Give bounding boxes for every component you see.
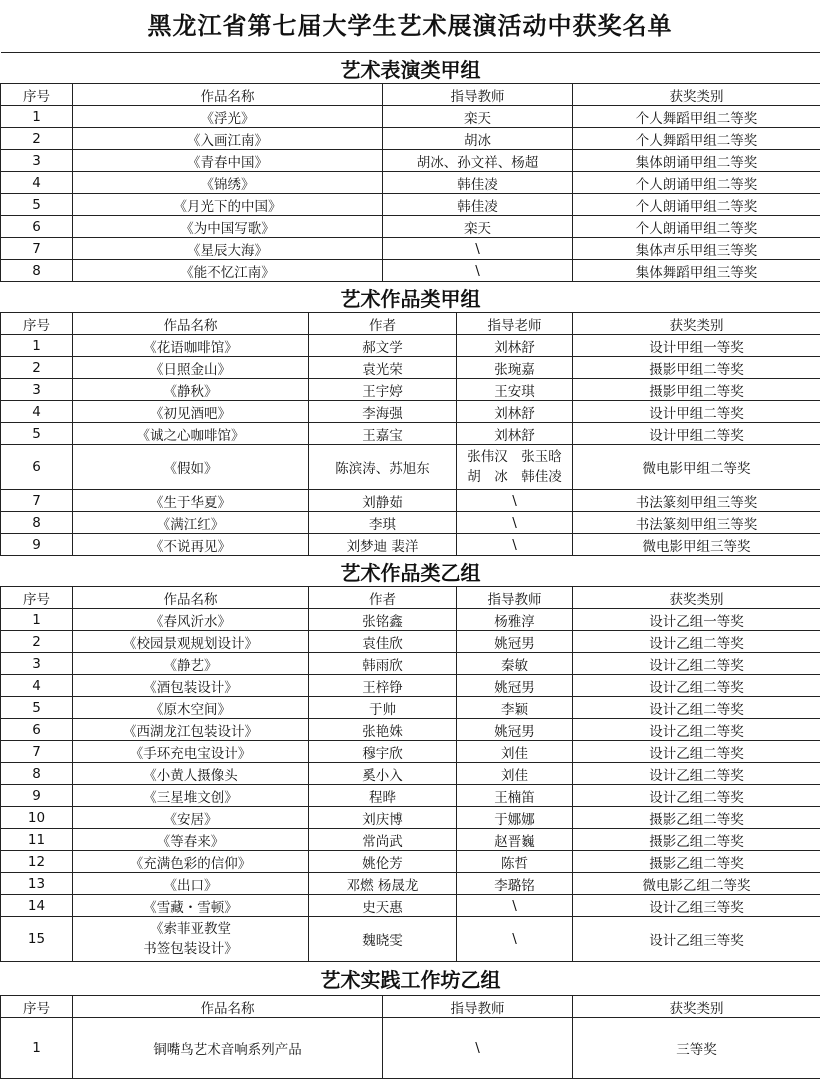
table-header-row	[1, 996, 820, 1018]
col-work-name-cell: 《青春中国》	[73, 150, 383, 172]
col-teacher-cell: 于娜娜	[457, 807, 573, 829]
col-teacher-cell: 陈哲	[457, 851, 573, 873]
col-award-cell: 设计乙组二等奖	[573, 653, 820, 675]
col-teacher-cell: 刘佳	[457, 763, 573, 785]
col-author-cell: 姚伦芳	[309, 851, 457, 873]
table-row	[1, 534, 820, 556]
table-row	[1, 873, 820, 895]
col-award-cell: 书法篆刻甲组三等奖	[573, 490, 820, 512]
col-author-cell: 常尚武	[309, 829, 457, 851]
table-row	[1, 216, 820, 238]
col-award-cell: 设计甲组一等奖	[573, 335, 820, 357]
col-work-name-cell: 《星辰大海》	[73, 238, 383, 260]
col-work-name-cell: 《索菲亚教堂 书签包装设计》	[73, 917, 309, 962]
col-index-cell: 8	[1, 763, 73, 785]
col-teacher-cell: \	[457, 895, 573, 917]
col-author-cell: 袁光荣	[309, 357, 457, 379]
col-award-cell: 个人舞蹈甲组二等奖	[573, 128, 820, 150]
col-index-cell: 5	[1, 697, 73, 719]
col-award-cell: 微电影甲组二等奖	[573, 445, 820, 490]
col-author-cell: 李琪	[309, 512, 457, 534]
table-row	[1, 807, 820, 829]
col-teacher-cell: 王楠笛	[457, 785, 573, 807]
col-teacher-cell: \	[383, 238, 573, 260]
col-work-name-cell: 《等春来》	[73, 829, 309, 851]
section-title: 艺术作品类甲组	[1, 282, 820, 313]
table-row	[1, 423, 820, 445]
col-teacher-cell: 杨雅淳	[457, 609, 573, 631]
col-index-cell: 4	[1, 675, 73, 697]
col-teacher-cell: 张伟汉 张玉晗 胡 冰 韩佳凌	[457, 445, 573, 490]
col-work-name-header: 作品名称	[73, 996, 383, 1018]
col-award-cell: 个人朗诵甲组二等奖	[573, 194, 820, 216]
table-row	[1, 379, 820, 401]
table-row	[1, 653, 820, 675]
award-table	[0, 52, 820, 1079]
col-work-name-cell: 《能不忆江南》	[73, 260, 383, 282]
col-teacher-cell: 胡冰、孙文祥、杨超	[383, 150, 573, 172]
col-index-cell: 3	[1, 379, 73, 401]
table-row	[1, 675, 820, 697]
col-index-cell: 13	[1, 873, 73, 895]
col-author-cell: 刘庆博	[309, 807, 457, 829]
table-row	[1, 172, 820, 194]
col-teacher-cell: 姚冠男	[457, 631, 573, 653]
table-row	[1, 512, 820, 534]
col-author-cell: 穆宇欣	[309, 741, 457, 763]
table-row	[1, 260, 820, 282]
col-award-cell: 设计乙组二等奖	[573, 719, 820, 741]
col-award-cell: 设计乙组三等奖	[573, 895, 820, 917]
col-teacher-cell: 张琬嘉	[457, 357, 573, 379]
section-title-row	[1, 53, 820, 84]
col-teacher-cell: 栾天	[383, 216, 573, 238]
table-header-row	[1, 313, 820, 335]
table-row	[1, 851, 820, 873]
col-index-cell: 11	[1, 829, 73, 851]
col-work-name-cell: 《入画江南》	[73, 128, 383, 150]
section-title-row	[1, 962, 820, 996]
table-row	[1, 490, 820, 512]
col-index-header: 序号	[1, 313, 73, 335]
col-teacher-header: 指导老师	[457, 313, 573, 335]
col-index-cell: 7	[1, 490, 73, 512]
col-teacher-cell: 刘林舒	[457, 401, 573, 423]
col-index-header: 序号	[1, 996, 73, 1018]
col-award-header: 获奖类别	[573, 84, 820, 106]
table-row	[1, 785, 820, 807]
col-award-cell: 微电影甲组三等奖	[573, 534, 820, 556]
col-index-cell: 6	[1, 719, 73, 741]
col-index-cell: 3	[1, 653, 73, 675]
col-index-header: 序号	[1, 84, 73, 106]
table-row	[1, 609, 820, 631]
table-row	[1, 741, 820, 763]
col-work-name-cell: 《出口》	[73, 873, 309, 895]
table-row	[1, 763, 820, 785]
col-work-name-cell: 《原木空间》	[73, 697, 309, 719]
col-index-cell: 8	[1, 260, 73, 282]
col-index-cell: 1	[1, 609, 73, 631]
col-teacher-cell: 李颖	[457, 697, 573, 719]
col-work-name-cell: 《日照金山》	[73, 357, 309, 379]
col-author-cell: 陈滨涛、苏旭东	[309, 445, 457, 490]
col-teacher-cell: 刘林舒	[457, 423, 573, 445]
col-work-name-cell: 《三星堆文创》	[73, 785, 309, 807]
col-index-cell: 1	[1, 1018, 73, 1079]
col-work-name-cell: 《满江红》	[73, 512, 309, 534]
col-award-cell: 设计乙组二等奖	[573, 697, 820, 719]
col-index-cell: 5	[1, 423, 73, 445]
col-index-cell: 8	[1, 512, 73, 534]
col-teacher-cell: 胡冰	[383, 128, 573, 150]
col-award-cell: 设计乙组一等奖	[573, 609, 820, 631]
col-index-cell: 10	[1, 807, 73, 829]
col-index-cell: 6	[1, 445, 73, 490]
table-row	[1, 829, 820, 851]
table-row	[1, 335, 820, 357]
col-author-cell: 王梓铮	[309, 675, 457, 697]
col-award-cell: 集体朗诵甲组二等奖	[573, 150, 820, 172]
col-teacher-cell: 姚冠男	[457, 719, 573, 741]
col-index-cell: 15	[1, 917, 73, 962]
col-author-cell: 袁佳欣	[309, 631, 457, 653]
col-teacher-cell: \	[457, 534, 573, 556]
col-work-name-cell: 《静艺》	[73, 653, 309, 675]
col-work-name-cell: 《诚之心咖啡馆》	[73, 423, 309, 445]
col-index-cell: 3	[1, 150, 73, 172]
col-work-name-cell: 《生于华夏》	[73, 490, 309, 512]
col-work-name-cell: 《不说再见》	[73, 534, 309, 556]
col-teacher-cell: \	[457, 490, 573, 512]
col-work-name-cell: 《春风沂水》	[73, 609, 309, 631]
col-award-cell: 摄影甲组二等奖	[573, 357, 820, 379]
col-index-cell: 14	[1, 895, 73, 917]
document-title: 黑龙江省第七届大学生艺术展演活动中获奖名单	[0, 0, 820, 52]
col-author-cell: 奚小入	[309, 763, 457, 785]
table-row	[1, 719, 820, 741]
col-author-cell: 于帅	[309, 697, 457, 719]
col-author-cell: 李海强	[309, 401, 457, 423]
col-award-cell: 设计甲组二等奖	[573, 423, 820, 445]
col-work-name-header: 作品名称	[73, 84, 383, 106]
col-award-cell: 摄影乙组二等奖	[573, 807, 820, 829]
col-index-cell: 2	[1, 357, 73, 379]
col-teacher-cell: \	[457, 917, 573, 962]
section-title-row	[1, 556, 820, 587]
col-index-cell: 1	[1, 335, 73, 357]
col-author-cell: 刘静茹	[309, 490, 457, 512]
col-author-cell: 张艳姝	[309, 719, 457, 741]
col-work-name-cell: 《月光下的中国》	[73, 194, 383, 216]
col-award-cell: 摄影乙组二等奖	[573, 829, 820, 851]
col-index-cell: 9	[1, 785, 73, 807]
col-work-name-cell: 《为中国写歌》	[73, 216, 383, 238]
table-row	[1, 194, 820, 216]
col-award-cell: 微电影乙组二等奖	[573, 873, 820, 895]
col-author-cell: 刘梦迪 裴洋	[309, 534, 457, 556]
col-author-cell: 王宇婷	[309, 379, 457, 401]
col-award-cell: 设计甲组二等奖	[573, 401, 820, 423]
col-award-cell: 设计乙组二等奖	[573, 675, 820, 697]
col-work-name-cell: 铜嘴鸟艺术音响系列产品	[73, 1018, 383, 1079]
table-row	[1, 1018, 820, 1079]
col-teacher-cell: 刘林舒	[457, 335, 573, 357]
col-work-name-cell: 《假如》	[73, 445, 309, 490]
col-work-name-cell: 《初见酒吧》	[73, 401, 309, 423]
col-award-cell: 设计乙组三等奖	[573, 917, 820, 962]
col-award-cell: 集体舞蹈甲组三等奖	[573, 260, 820, 282]
col-author-cell: 郝文学	[309, 335, 457, 357]
col-award-cell: 摄影乙组二等奖	[573, 851, 820, 873]
section-title: 艺术实践工作坊乙组	[1, 962, 820, 996]
col-award-header: 获奖类别	[573, 313, 820, 335]
col-teacher-cell: 韩佳凌	[383, 194, 573, 216]
col-teacher-header: 指导教师	[383, 84, 573, 106]
table-header-row	[1, 84, 820, 106]
col-award-cell: 个人朗诵甲组二等奖	[573, 172, 820, 194]
table-row	[1, 917, 820, 962]
col-work-name-header: 作品名称	[73, 587, 309, 609]
col-work-name-cell: 《锦绣》	[73, 172, 383, 194]
col-index-cell: 12	[1, 851, 73, 873]
col-author-cell: 程晔	[309, 785, 457, 807]
col-award-cell: 设计乙组二等奖	[573, 763, 820, 785]
col-teacher-cell: \	[383, 260, 573, 282]
section-title: 艺术表演类甲组	[1, 53, 820, 84]
col-author-cell: 韩雨欣	[309, 653, 457, 675]
col-index-header: 序号	[1, 587, 73, 609]
col-teacher-cell: 姚冠男	[457, 675, 573, 697]
col-award-header: 获奖类别	[573, 587, 820, 609]
col-award-cell: 三等奖	[573, 1018, 820, 1079]
col-work-name-cell: 《花语咖啡馆》	[73, 335, 309, 357]
table-row	[1, 697, 820, 719]
table-row	[1, 445, 820, 490]
col-teacher-cell: 赵晋巍	[457, 829, 573, 851]
col-index-cell: 2	[1, 631, 73, 653]
section-title-row	[1, 282, 820, 313]
col-author-cell: 王嘉宝	[309, 423, 457, 445]
col-index-cell: 4	[1, 172, 73, 194]
table-row	[1, 895, 820, 917]
section-title: 艺术作品类乙组	[1, 556, 820, 587]
col-teacher-cell: 刘佳	[457, 741, 573, 763]
col-award-header: 获奖类别	[573, 996, 820, 1018]
col-teacher-header: 指导教师	[383, 996, 573, 1018]
table-row	[1, 150, 820, 172]
col-teacher-cell: 李璐铭	[457, 873, 573, 895]
col-award-cell: 个人舞蹈甲组二等奖	[573, 106, 820, 128]
col-author-cell: 魏晓雯	[309, 917, 457, 962]
col-index-cell: 4	[1, 401, 73, 423]
col-award-cell: 书法篆刻甲组三等奖	[573, 512, 820, 534]
col-index-cell: 9	[1, 534, 73, 556]
col-teacher-cell: \	[457, 512, 573, 534]
col-author-cell: 张铭鑫	[309, 609, 457, 631]
col-work-name-cell: 《酒包装设计》	[73, 675, 309, 697]
col-index-cell: 7	[1, 238, 73, 260]
col-teacher-cell: 韩佳凌	[383, 172, 573, 194]
col-author-header: 作者	[309, 587, 457, 609]
col-teacher-header: 指导教师	[457, 587, 573, 609]
col-work-name-cell: 《安居》	[73, 807, 309, 829]
col-author-cell: 邓燃 杨晟龙	[309, 873, 457, 895]
col-award-cell: 设计乙组二等奖	[573, 741, 820, 763]
col-work-name-cell: 《充满色彩的信仰》	[73, 851, 309, 873]
col-work-name-cell: 《小黄人摄像头	[73, 763, 309, 785]
col-teacher-cell: \	[383, 1018, 573, 1079]
col-index-cell: 6	[1, 216, 73, 238]
col-award-cell: 设计乙组二等奖	[573, 785, 820, 807]
col-index-cell: 1	[1, 106, 73, 128]
col-award-cell: 摄影甲组二等奖	[573, 379, 820, 401]
col-author-header: 作者	[309, 313, 457, 335]
col-award-cell: 设计乙组二等奖	[573, 631, 820, 653]
col-teacher-cell: 秦敏	[457, 653, 573, 675]
col-award-cell: 个人朗诵甲组二等奖	[573, 216, 820, 238]
table-row	[1, 357, 820, 379]
col-work-name-cell: 《浮光》	[73, 106, 383, 128]
col-work-name-cell: 《静秋》	[73, 379, 309, 401]
table-row	[1, 128, 820, 150]
col-work-name-cell: 《校园景观规划设计》	[73, 631, 309, 653]
col-index-cell: 5	[1, 194, 73, 216]
table-row	[1, 106, 820, 128]
table-row	[1, 401, 820, 423]
col-work-name-header: 作品名称	[73, 313, 309, 335]
col-teacher-cell: 栾天	[383, 106, 573, 128]
table-row	[1, 631, 820, 653]
table-header-row	[1, 587, 820, 609]
col-work-name-cell: 《雪藏・雪顿》	[73, 895, 309, 917]
col-teacher-cell: 王安琪	[457, 379, 573, 401]
col-author-cell: 史天惠	[309, 895, 457, 917]
col-index-cell: 7	[1, 741, 73, 763]
col-award-cell: 集体声乐甲组三等奖	[573, 238, 820, 260]
col-index-cell: 2	[1, 128, 73, 150]
table-row	[1, 238, 820, 260]
col-work-name-cell: 《手环充电宝设计》	[73, 741, 309, 763]
col-work-name-cell: 《西湖龙江包装设计》	[73, 719, 309, 741]
